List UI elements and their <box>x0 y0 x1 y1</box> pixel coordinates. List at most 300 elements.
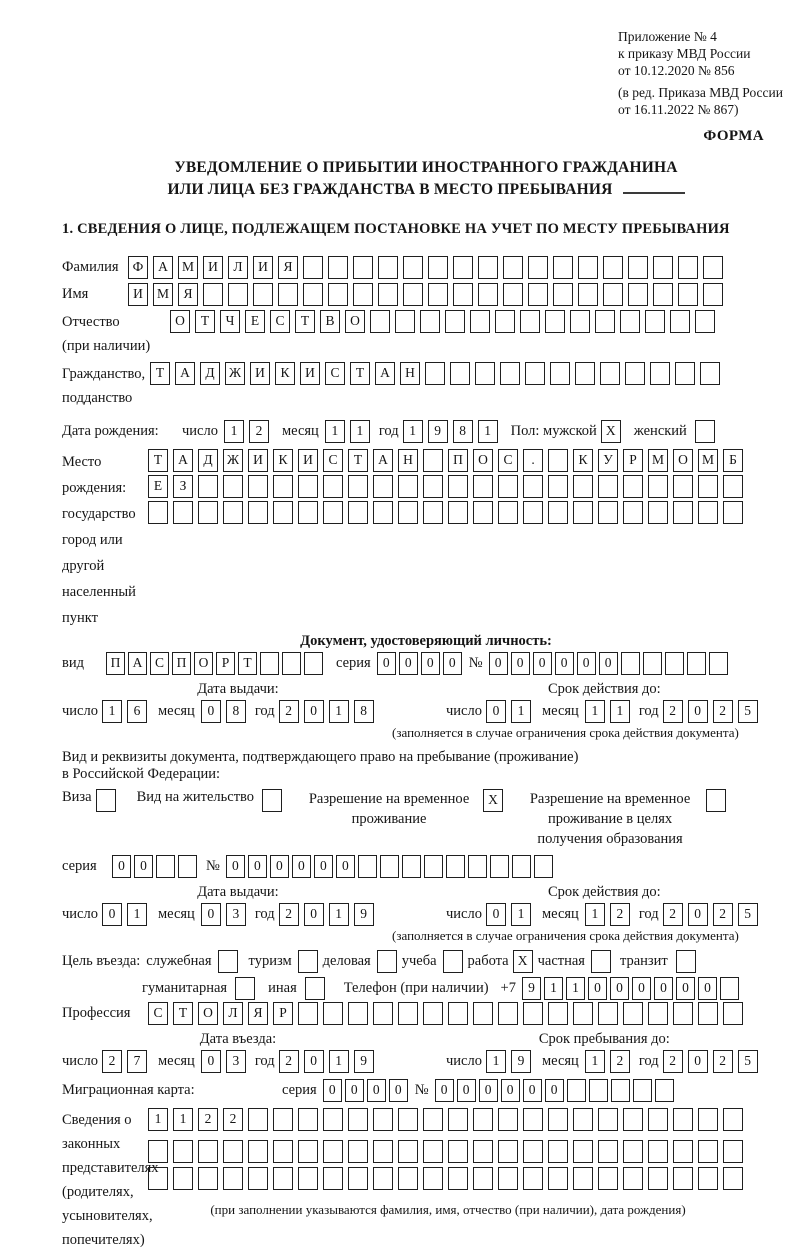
char-box[interactable] <box>498 1167 518 1190</box>
char-box[interactable] <box>548 1108 568 1131</box>
purpose-gumanitarnaya-checkbox[interactable] <box>235 977 255 1000</box>
char-box[interactable] <box>173 501 193 524</box>
char-box[interactable]: Б <box>723 449 743 472</box>
char-box[interactable]: 2 <box>610 903 630 926</box>
char-box[interactable] <box>490 855 509 878</box>
char-box[interactable]: О <box>473 449 493 472</box>
char-box[interactable]: И <box>298 449 318 472</box>
char-box[interactable] <box>248 1108 268 1131</box>
char-box[interactable] <box>503 283 523 306</box>
char-box[interactable]: 0 <box>345 1079 364 1102</box>
char-box[interactable] <box>425 362 445 385</box>
char-box[interactable] <box>253 283 273 306</box>
char-box[interactable]: С <box>148 1002 168 1025</box>
char-box[interactable] <box>698 501 718 524</box>
char-box[interactable]: П <box>172 652 191 675</box>
char-box[interactable]: С <box>323 449 343 472</box>
char-box[interactable]: 2 <box>249 420 269 443</box>
char-box[interactable] <box>648 1167 668 1190</box>
char-box[interactable] <box>198 501 218 524</box>
char-box[interactable]: 2 <box>223 1108 243 1131</box>
char-box[interactable]: З <box>173 475 193 498</box>
char-box[interactable] <box>648 475 668 498</box>
char-box[interactable] <box>328 283 348 306</box>
char-box[interactable] <box>512 855 531 878</box>
char-box[interactable] <box>468 855 487 878</box>
char-box[interactable] <box>703 256 723 279</box>
char-box[interactable]: 0 <box>443 652 462 675</box>
char-box[interactable] <box>603 256 623 279</box>
char-box[interactable]: П <box>106 652 125 675</box>
char-box[interactable] <box>298 475 318 498</box>
char-box[interactable] <box>423 1167 443 1190</box>
char-box[interactable] <box>534 855 553 878</box>
char-box[interactable] <box>553 256 573 279</box>
char-box[interactable] <box>173 1140 193 1163</box>
char-box[interactable]: 0 <box>511 652 530 675</box>
char-box[interactable] <box>273 501 293 524</box>
char-box[interactable] <box>723 1108 743 1131</box>
char-box[interactable]: 0 <box>654 977 673 1000</box>
char-box[interactable]: 5 <box>738 903 758 926</box>
char-box[interactable] <box>323 475 343 498</box>
char-box[interactable] <box>398 1108 418 1131</box>
char-box[interactable]: 2 <box>713 903 733 926</box>
purpose-chastnaya-checkbox[interactable] <box>591 950 611 973</box>
char-box[interactable]: О <box>198 1002 218 1025</box>
char-box[interactable] <box>473 1108 493 1131</box>
char-box[interactable] <box>473 501 493 524</box>
char-box[interactable] <box>223 1167 243 1190</box>
char-box[interactable]: 0 <box>226 855 245 878</box>
char-box[interactable]: 0 <box>533 652 552 675</box>
char-box[interactable]: 2 <box>279 903 299 926</box>
char-box[interactable] <box>373 1108 393 1131</box>
char-box[interactable] <box>448 1108 468 1131</box>
char-box[interactable] <box>370 310 390 333</box>
char-box[interactable]: 2 <box>663 1050 683 1073</box>
char-box[interactable] <box>378 283 398 306</box>
purpose-inaya-checkbox[interactable] <box>305 977 325 1000</box>
char-box[interactable]: 1 <box>350 420 370 443</box>
char-box[interactable] <box>423 449 443 472</box>
char-box[interactable] <box>628 256 648 279</box>
char-box[interactable]: О <box>170 310 190 333</box>
char-box[interactable]: А <box>128 652 147 675</box>
char-box[interactable] <box>348 1108 368 1131</box>
char-box[interactable]: 2 <box>279 1050 299 1073</box>
char-box[interactable]: Ч <box>220 310 240 333</box>
char-box[interactable] <box>598 1108 618 1131</box>
char-box[interactable] <box>448 475 468 498</box>
char-box[interactable] <box>598 1002 618 1025</box>
char-box[interactable] <box>528 256 548 279</box>
char-box[interactable] <box>273 1108 293 1131</box>
char-box[interactable]: 0 <box>323 1079 342 1102</box>
purpose-sluzhebnaya-checkbox[interactable] <box>218 950 238 973</box>
char-box[interactable]: 1 <box>329 700 349 723</box>
char-box[interactable] <box>673 1108 693 1131</box>
char-box[interactable]: Т <box>295 310 315 333</box>
char-box[interactable] <box>398 1140 418 1163</box>
char-box[interactable]: Ф <box>128 256 148 279</box>
char-box[interactable]: А <box>375 362 395 385</box>
char-box[interactable] <box>670 310 690 333</box>
char-box[interactable]: 1 <box>585 1050 605 1073</box>
char-box[interactable] <box>595 310 615 333</box>
char-box[interactable]: Ж <box>223 449 243 472</box>
char-box[interactable] <box>448 1140 468 1163</box>
char-box[interactable] <box>323 1140 343 1163</box>
char-box[interactable]: Н <box>400 362 420 385</box>
char-box[interactable] <box>328 256 348 279</box>
char-box[interactable] <box>673 1140 693 1163</box>
char-box[interactable]: 0 <box>421 652 440 675</box>
char-box[interactable] <box>446 855 465 878</box>
purpose-delovaya-checkbox[interactable] <box>377 950 397 973</box>
char-box[interactable]: Л <box>228 256 248 279</box>
char-box[interactable] <box>453 283 473 306</box>
char-box[interactable] <box>373 1002 393 1025</box>
char-box[interactable]: Р <box>216 652 235 675</box>
char-box[interactable]: Н <box>398 449 418 472</box>
char-box[interactable]: М <box>698 449 718 472</box>
char-box[interactable]: Т <box>173 1002 193 1025</box>
char-box[interactable]: Т <box>348 449 368 472</box>
char-box[interactable]: А <box>153 256 173 279</box>
purpose-rabota-checkbox[interactable]: X <box>513 950 533 973</box>
char-box[interactable]: Л <box>223 1002 243 1025</box>
char-box[interactable] <box>723 475 743 498</box>
char-box[interactable] <box>623 475 643 498</box>
char-box[interactable] <box>395 310 415 333</box>
char-box[interactable] <box>473 1002 493 1025</box>
char-box[interactable] <box>655 1079 674 1102</box>
char-box[interactable]: 1 <box>224 420 244 443</box>
char-box[interactable] <box>223 475 243 498</box>
char-box[interactable] <box>578 283 598 306</box>
char-box[interactable] <box>353 283 373 306</box>
char-box[interactable] <box>525 362 545 385</box>
char-box[interactable] <box>573 1140 593 1163</box>
char-box[interactable] <box>548 501 568 524</box>
char-box[interactable]: 0 <box>201 1050 221 1073</box>
char-box[interactable]: Ж <box>225 362 245 385</box>
char-box[interactable]: И <box>203 256 223 279</box>
char-box[interactable] <box>648 1108 668 1131</box>
char-box[interactable]: Я <box>248 1002 268 1025</box>
char-box[interactable] <box>148 501 168 524</box>
char-box[interactable] <box>148 1140 168 1163</box>
char-box[interactable]: 9 <box>428 420 448 443</box>
char-box[interactable]: В <box>320 310 340 333</box>
char-box[interactable] <box>478 283 498 306</box>
char-box[interactable] <box>223 1140 243 1163</box>
char-box[interactable]: . <box>523 449 543 472</box>
residence-permit-checkbox[interactable] <box>262 789 282 812</box>
visa-checkbox[interactable] <box>96 789 116 812</box>
char-box[interactable]: 5 <box>738 700 758 723</box>
char-box[interactable] <box>698 1108 718 1131</box>
char-box[interactable] <box>398 501 418 524</box>
char-box[interactable] <box>653 256 673 279</box>
char-box[interactable]: 0 <box>688 903 708 926</box>
char-box[interactable] <box>298 1002 318 1025</box>
char-box[interactable] <box>178 855 197 878</box>
char-box[interactable]: 0 <box>486 903 506 926</box>
char-box[interactable] <box>523 1108 543 1131</box>
char-box[interactable]: 0 <box>501 1079 520 1102</box>
char-box[interactable] <box>645 310 665 333</box>
char-box[interactable] <box>698 1167 718 1190</box>
char-box[interactable]: О <box>345 310 365 333</box>
char-box[interactable] <box>678 283 698 306</box>
char-box[interactable] <box>223 501 243 524</box>
sex-female-checkbox[interactable] <box>695 420 715 443</box>
char-box[interactable]: Я <box>278 256 298 279</box>
char-box[interactable] <box>303 256 323 279</box>
char-box[interactable] <box>228 283 248 306</box>
char-box[interactable] <box>448 1002 468 1025</box>
char-box[interactable]: 1 <box>329 903 349 926</box>
char-box[interactable]: 2 <box>663 903 683 926</box>
char-box[interactable]: П <box>448 449 468 472</box>
char-box[interactable] <box>623 1167 643 1190</box>
char-box[interactable] <box>623 501 643 524</box>
char-box[interactable] <box>723 1002 743 1025</box>
char-box[interactable]: И <box>248 449 268 472</box>
char-box[interactable] <box>623 1108 643 1131</box>
char-box[interactable]: 0 <box>610 977 629 1000</box>
char-box[interactable]: 2 <box>610 1050 630 1073</box>
char-box[interactable] <box>445 310 465 333</box>
char-box[interactable] <box>403 256 423 279</box>
char-box[interactable] <box>603 283 623 306</box>
char-box[interactable] <box>623 1140 643 1163</box>
char-box[interactable]: 0 <box>292 855 311 878</box>
char-box[interactable] <box>650 362 670 385</box>
char-box[interactable]: И <box>300 362 320 385</box>
char-box[interactable]: У <box>598 449 618 472</box>
char-box[interactable] <box>498 475 518 498</box>
char-box[interactable]: 0 <box>201 903 221 926</box>
char-box[interactable]: 0 <box>676 977 695 1000</box>
char-box[interactable] <box>495 310 515 333</box>
char-box[interactable] <box>687 652 706 675</box>
char-box[interactable] <box>678 256 698 279</box>
char-box[interactable] <box>573 1108 593 1131</box>
char-box[interactable]: 2 <box>279 700 299 723</box>
char-box[interactable]: 0 <box>201 700 221 723</box>
char-box[interactable] <box>273 1167 293 1190</box>
rvp-checkbox[interactable]: X <box>483 789 503 812</box>
char-box[interactable]: Е <box>245 310 265 333</box>
char-box[interactable] <box>673 475 693 498</box>
char-box[interactable] <box>453 256 473 279</box>
char-box[interactable]: 0 <box>457 1079 476 1102</box>
char-box[interactable]: 1 <box>478 420 498 443</box>
char-box[interactable] <box>653 283 673 306</box>
char-box[interactable]: 0 <box>435 1079 454 1102</box>
char-box[interactable]: Р <box>623 449 643 472</box>
char-box[interactable] <box>398 475 418 498</box>
char-box[interactable] <box>550 362 570 385</box>
char-box[interactable] <box>673 1167 693 1190</box>
char-box[interactable] <box>198 475 218 498</box>
char-box[interactable]: 1 <box>102 700 122 723</box>
char-box[interactable] <box>203 283 223 306</box>
char-box[interactable] <box>623 1002 643 1025</box>
char-box[interactable] <box>198 1167 218 1190</box>
char-box[interactable] <box>523 1140 543 1163</box>
char-box[interactable]: 1 <box>173 1108 193 1131</box>
char-box[interactable] <box>648 1002 668 1025</box>
char-box[interactable] <box>648 501 668 524</box>
char-box[interactable] <box>567 1079 586 1102</box>
char-box[interactable] <box>700 362 720 385</box>
char-box[interactable]: 0 <box>336 855 355 878</box>
char-box[interactable]: 1 <box>325 420 345 443</box>
char-box[interactable] <box>621 652 640 675</box>
char-box[interactable] <box>703 283 723 306</box>
char-box[interactable] <box>403 283 423 306</box>
char-box[interactable] <box>628 283 648 306</box>
char-box[interactable] <box>448 501 468 524</box>
char-box[interactable]: 0 <box>314 855 333 878</box>
purpose-ucheba-checkbox[interactable] <box>443 950 463 973</box>
char-box[interactable] <box>248 1167 268 1190</box>
char-box[interactable]: 0 <box>588 977 607 1000</box>
char-box[interactable]: 0 <box>523 1079 542 1102</box>
char-box[interactable] <box>523 501 543 524</box>
char-box[interactable]: 0 <box>304 903 324 926</box>
char-box[interactable] <box>156 855 175 878</box>
char-box[interactable]: 0 <box>102 903 122 926</box>
char-box[interactable] <box>470 310 490 333</box>
char-box[interactable]: С <box>150 652 169 675</box>
char-box[interactable] <box>478 256 498 279</box>
char-box[interactable]: 0 <box>632 977 651 1000</box>
char-box[interactable] <box>373 501 393 524</box>
char-box[interactable] <box>548 449 568 472</box>
char-box[interactable] <box>358 855 377 878</box>
char-box[interactable] <box>523 475 543 498</box>
char-box[interactable] <box>573 501 593 524</box>
char-box[interactable]: 0 <box>577 652 596 675</box>
char-box[interactable] <box>298 501 318 524</box>
char-box[interactable]: О <box>194 652 213 675</box>
char-box[interactable] <box>598 1140 618 1163</box>
char-box[interactable] <box>348 475 368 498</box>
char-box[interactable]: 6 <box>127 700 147 723</box>
char-box[interactable] <box>148 1167 168 1190</box>
char-box[interactable] <box>198 1140 218 1163</box>
char-box[interactable]: С <box>498 449 518 472</box>
char-box[interactable] <box>298 1108 318 1131</box>
char-box[interactable]: 0 <box>304 1050 324 1073</box>
char-box[interactable] <box>348 501 368 524</box>
char-box[interactable] <box>428 256 448 279</box>
char-box[interactable] <box>589 1079 608 1102</box>
char-box[interactable]: 0 <box>399 652 418 675</box>
char-box[interactable]: 0 <box>479 1079 498 1102</box>
char-box[interactable]: 2 <box>198 1108 218 1131</box>
char-box[interactable]: 3 <box>226 903 246 926</box>
purpose-tranzit-checkbox[interactable] <box>676 950 696 973</box>
char-box[interactable]: 0 <box>688 1050 708 1073</box>
char-box[interactable] <box>498 1140 518 1163</box>
char-box[interactable] <box>273 1140 293 1163</box>
char-box[interactable] <box>548 1167 568 1190</box>
char-box[interactable] <box>373 475 393 498</box>
char-box[interactable] <box>709 652 728 675</box>
char-box[interactable]: М <box>648 449 668 472</box>
char-box[interactable] <box>353 256 373 279</box>
char-box[interactable]: 0 <box>367 1079 386 1102</box>
char-box[interactable]: 1 <box>403 420 423 443</box>
char-box[interactable] <box>348 1167 368 1190</box>
char-box[interactable] <box>448 1167 468 1190</box>
char-box[interactable]: 0 <box>377 652 396 675</box>
char-box[interactable] <box>348 1002 368 1025</box>
char-box[interactable] <box>348 1140 368 1163</box>
char-box[interactable]: 1 <box>585 700 605 723</box>
char-box[interactable] <box>298 1167 318 1190</box>
char-box[interactable] <box>323 1002 343 1025</box>
char-box[interactable] <box>303 283 323 306</box>
char-box[interactable]: 1 <box>329 1050 349 1073</box>
char-box[interactable] <box>500 362 520 385</box>
char-box[interactable] <box>248 1140 268 1163</box>
char-box[interactable]: А <box>373 449 393 472</box>
char-box[interactable] <box>423 1140 443 1163</box>
char-box[interactable]: 0 <box>688 700 708 723</box>
char-box[interactable] <box>373 1140 393 1163</box>
char-box[interactable]: 8 <box>226 700 246 723</box>
char-box[interactable]: 0 <box>599 652 618 675</box>
char-box[interactable] <box>698 1140 718 1163</box>
char-box[interactable]: Я <box>178 283 198 306</box>
char-box[interactable] <box>598 475 618 498</box>
char-box[interactable] <box>402 855 421 878</box>
char-box[interactable] <box>323 1167 343 1190</box>
char-box[interactable]: А <box>175 362 195 385</box>
char-box[interactable] <box>575 362 595 385</box>
char-box[interactable] <box>570 310 590 333</box>
char-box[interactable] <box>548 1002 568 1025</box>
char-box[interactable] <box>423 501 443 524</box>
char-box[interactable] <box>573 1167 593 1190</box>
char-box[interactable] <box>423 1108 443 1131</box>
char-box[interactable]: 0 <box>134 855 153 878</box>
char-box[interactable] <box>673 501 693 524</box>
char-box[interactable] <box>398 1167 418 1190</box>
char-box[interactable] <box>723 1167 743 1190</box>
char-box[interactable] <box>260 652 279 675</box>
char-box[interactable]: М <box>178 256 198 279</box>
char-box[interactable] <box>695 310 715 333</box>
char-box[interactable] <box>323 501 343 524</box>
char-box[interactable] <box>600 362 620 385</box>
char-box[interactable] <box>633 1079 652 1102</box>
char-box[interactable]: 0 <box>486 700 506 723</box>
char-box[interactable]: 9 <box>354 1050 374 1073</box>
char-box[interactable]: 7 <box>127 1050 147 1073</box>
char-box[interactable] <box>598 1167 618 1190</box>
char-box[interactable]: Т <box>150 362 170 385</box>
char-box[interactable]: Р <box>273 1002 293 1025</box>
char-box[interactable]: 1 <box>544 977 563 1000</box>
